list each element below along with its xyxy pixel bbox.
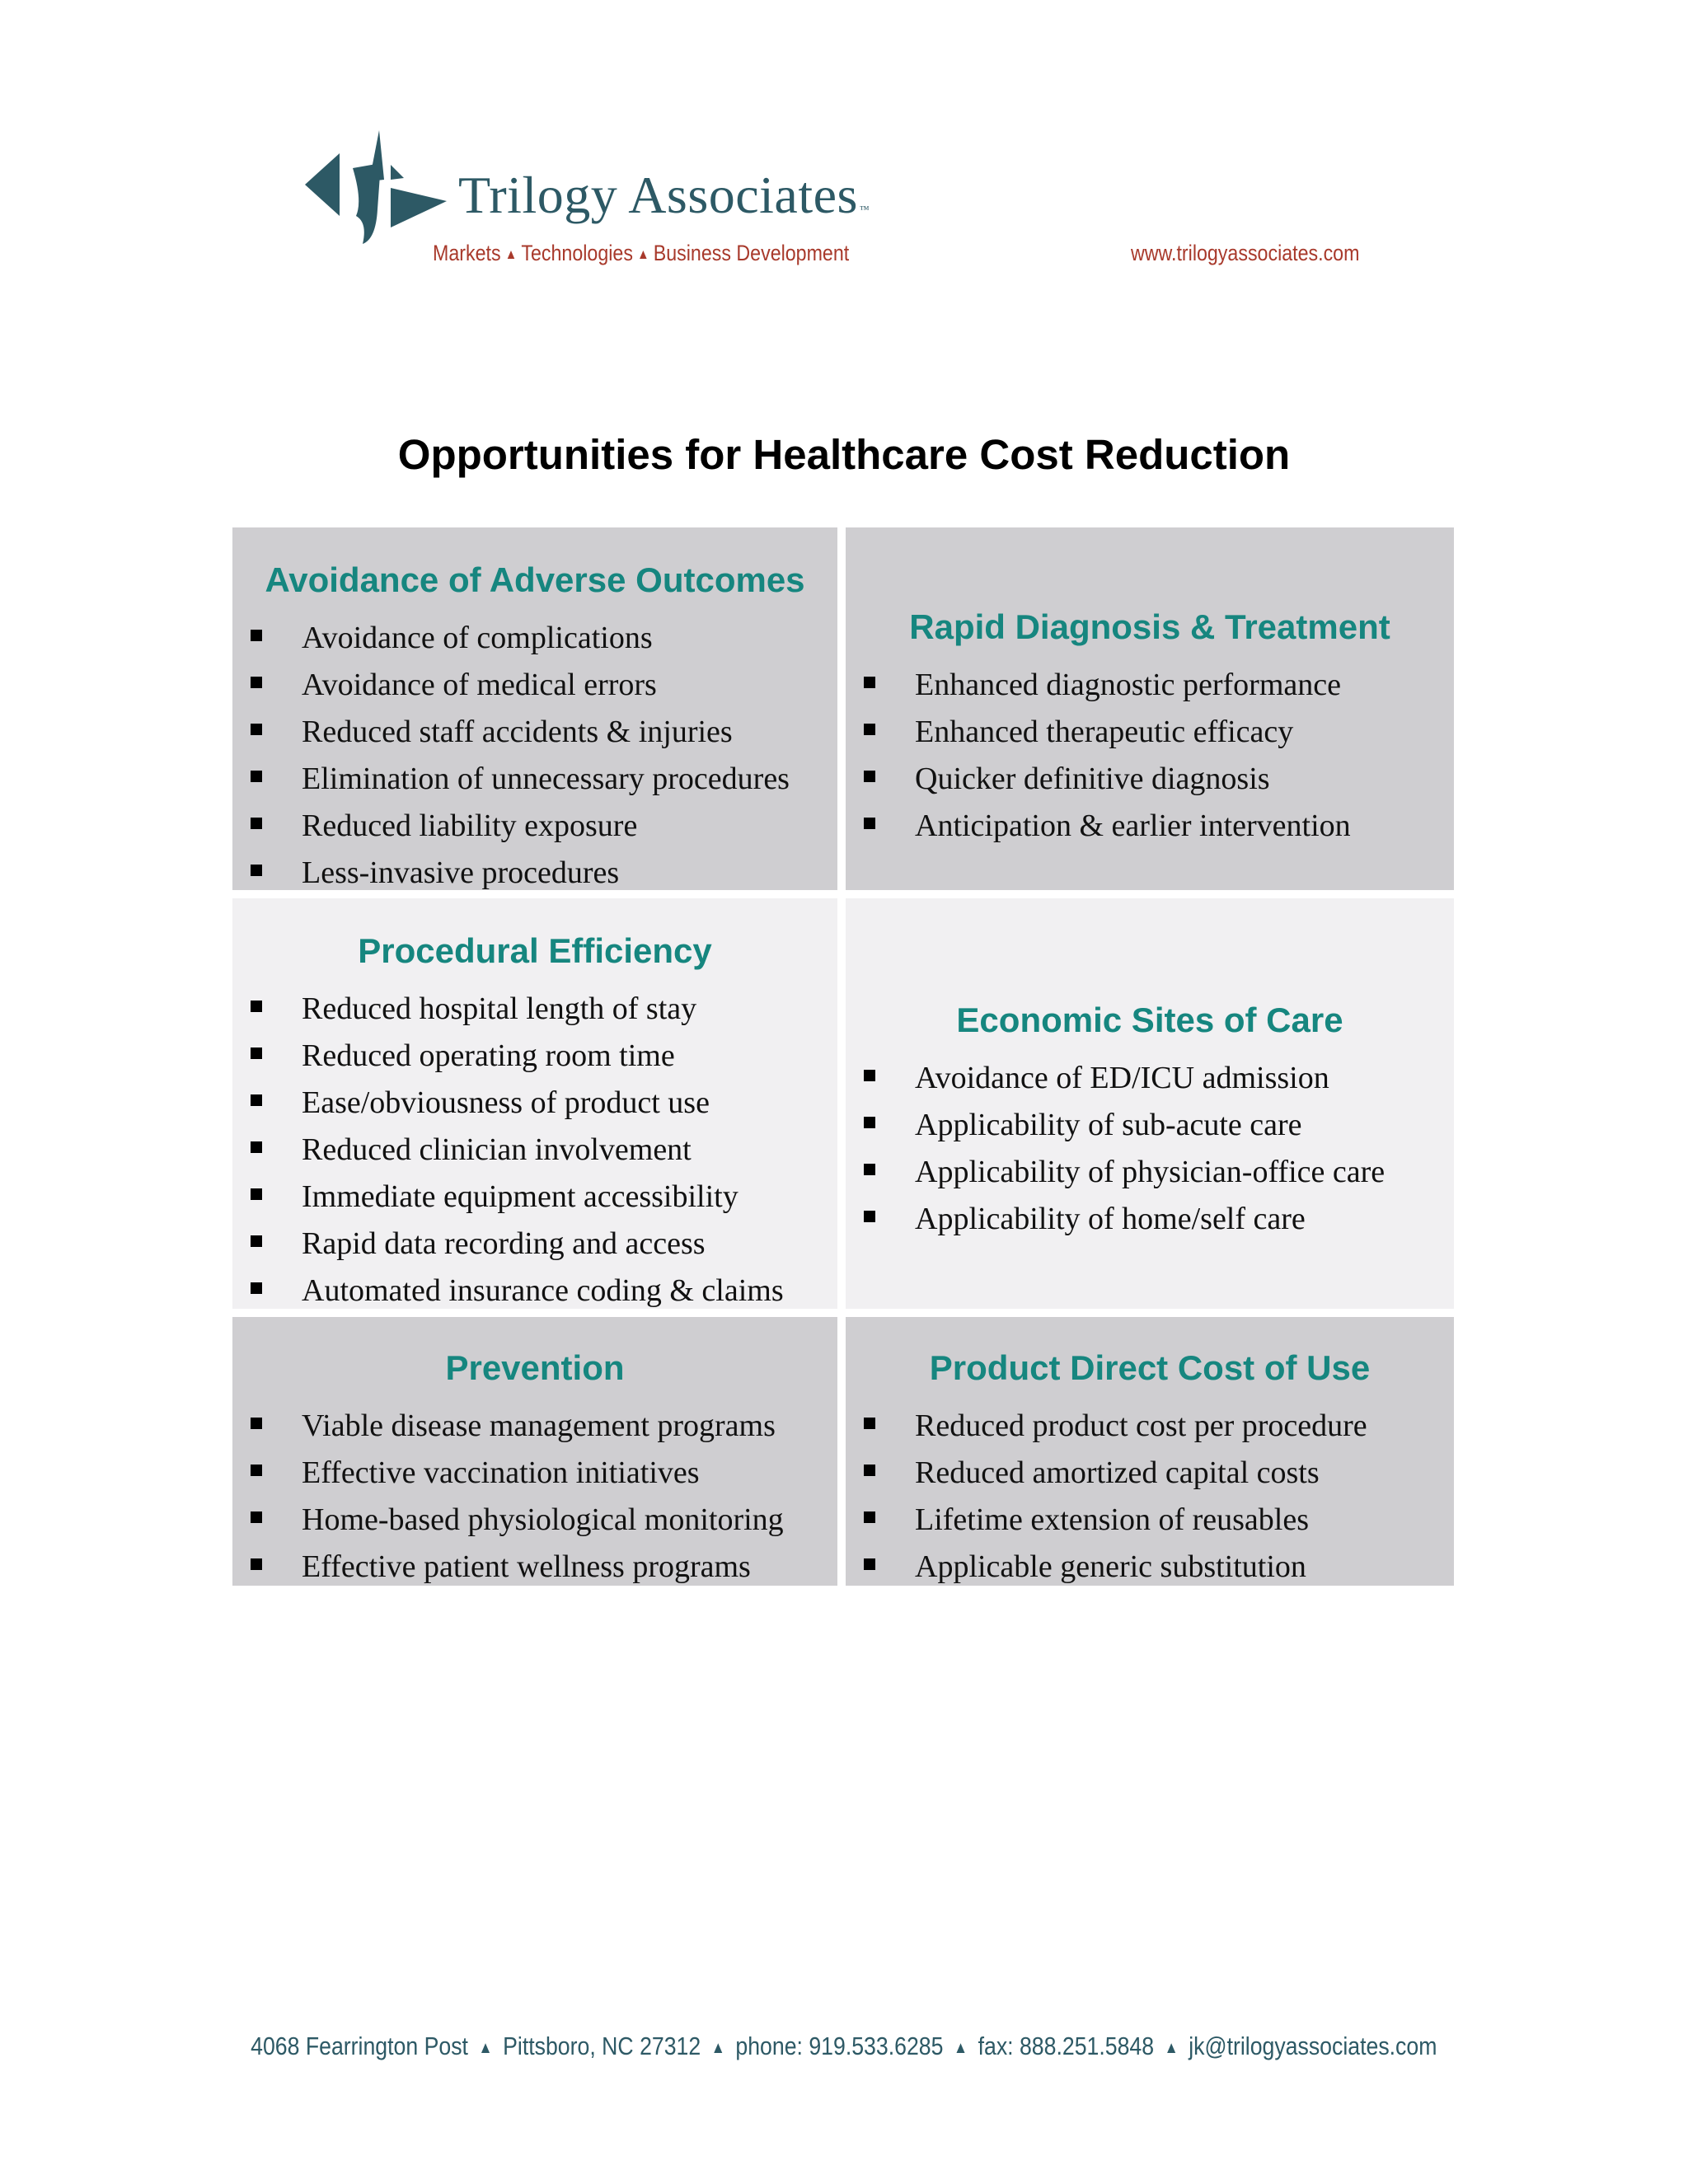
- brand-name: Trilogy Associates ™: [458, 166, 870, 224]
- quadrant-list: [864, 662, 1454, 850]
- footer-email-link[interactable]: jk@trilogyassociates.com: [1189, 2032, 1437, 2060]
- square-bullet-icon: [251, 1558, 262, 1570]
- square-bullet-icon: [864, 1558, 875, 1570]
- quadrant-title: Rapid Diagnosis & Treatment: [909, 607, 1390, 646]
- quadrant-title: Avoidance of Adverse Outcomes: [265, 560, 805, 599]
- quadrant-procedural-efficiency: [232, 898, 837, 1309]
- list-item: Effective vaccination initiatives: [251, 1450, 837, 1497]
- square-bullet-icon: [251, 630, 262, 641]
- list-item: Home-based physiological monitoring: [251, 1497, 837, 1544]
- square-bullet-icon: [251, 1094, 262, 1106]
- quadrant-avoidance-adverse-outcomes: [232, 527, 837, 890]
- quadrant-list: [864, 1403, 1454, 1591]
- square-bullet-icon: [251, 1511, 262, 1523]
- list-item: Anticipation & earlier intervention: [864, 803, 1454, 850]
- triangle-separator-icon: ▲: [504, 246, 518, 262]
- footer-fax: fax: 888.251.5848: [978, 2032, 1155, 2060]
- list-item: Immediate equipment accessibility: [251, 1174, 837, 1221]
- square-bullet-icon: [251, 677, 262, 688]
- list-item: Lifetime extension of reusables: [864, 1497, 1454, 1544]
- quadrant-prevention: [232, 1317, 837, 1586]
- list-item: Less-invasive procedures: [251, 850, 837, 897]
- square-bullet-icon: [251, 1418, 262, 1429]
- list-item: Quicker definitive diagnosis: [864, 756, 1454, 803]
- square-bullet-icon: [864, 1465, 875, 1476]
- page-title: Opportunities for Healthcare Cost Reduction: [397, 431, 1291, 478]
- footer-contact: [0, 2032, 1688, 2061]
- list-item: Enhanced therapeutic efficacy: [864, 709, 1454, 756]
- list-item: Applicability of home/self care: [864, 1196, 1454, 1243]
- list-item: Reduced hospital length of stay: [251, 986, 837, 1033]
- square-bullet-icon: [251, 1141, 262, 1153]
- square-bullet-icon: [251, 1465, 262, 1476]
- square-bullet-icon: [864, 771, 875, 782]
- square-bullet-icon: [864, 818, 875, 829]
- website-link[interactable]: www.trilogyassociates.com: [1131, 241, 1360, 265]
- square-bullet-icon: [864, 1117, 875, 1128]
- list-item: Applicable generic substitution: [864, 1544, 1454, 1591]
- trilogy-logo-icon: [305, 130, 447, 246]
- quadrant-title: Economic Sites of Care: [956, 1001, 1343, 1039]
- footer-city: Pittsboro, NC 27312: [503, 2032, 701, 2060]
- square-bullet-icon: [251, 1001, 262, 1012]
- list-item: Reduced operating room time: [251, 1033, 837, 1080]
- list-item: Ease/obviousness of product use: [251, 1080, 837, 1127]
- square-bullet-icon: [864, 1418, 875, 1429]
- square-bullet-icon: [251, 865, 262, 876]
- list-item: Avoidance of ED/ICU admission: [864, 1055, 1454, 1102]
- square-bullet-icon: [251, 1188, 262, 1200]
- quadrant-rapid-diagnosis-treatment: [846, 527, 1454, 890]
- list-item: Reduced staff accidents & injuries: [251, 709, 837, 756]
- square-bullet-icon: [251, 1282, 262, 1294]
- quadrant-list: [251, 986, 837, 1315]
- cost-reduction-grid: [232, 527, 1454, 1586]
- quadrant-list: [251, 615, 837, 897]
- triangle-separator-icon: ▲: [478, 2039, 493, 2057]
- quadrant-economic-sites-of-care: [846, 898, 1454, 1309]
- list-item: Reduced liability exposure: [251, 803, 837, 850]
- list-item: Avoidance of medical errors: [251, 662, 837, 709]
- square-bullet-icon: [251, 771, 262, 782]
- quadrant-title: Product Direct Cost of Use: [929, 1348, 1371, 1387]
- square-bullet-icon: [864, 1511, 875, 1523]
- quadrant-product-direct-cost: [846, 1317, 1454, 1586]
- list-item: Rapid data recording and access: [251, 1221, 837, 1268]
- square-bullet-icon: [864, 724, 875, 735]
- square-bullet-icon: [864, 677, 875, 688]
- list-item: Applicability of physician-office care: [864, 1149, 1454, 1196]
- list-item: Viable disease management programs: [251, 1403, 837, 1450]
- list-item: Elimination of unnecessary procedures: [251, 756, 837, 803]
- triangle-separator-icon: ▲: [637, 246, 649, 262]
- square-bullet-icon: [864, 1070, 875, 1081]
- list-item: Reduced clinician involvement: [251, 1127, 837, 1174]
- square-bullet-icon: [251, 1235, 262, 1247]
- quadrant-list: [864, 1055, 1454, 1243]
- list-item: Automated insurance coding & claims: [251, 1268, 837, 1315]
- list-item: Effective patient wellness programs: [251, 1544, 837, 1591]
- quadrant-title: Procedural Efficiency: [358, 931, 712, 970]
- quadrant-title: Prevention: [445, 1348, 625, 1387]
- square-bullet-icon: [864, 1211, 875, 1222]
- list-item: Applicability of sub-acute care: [864, 1102, 1454, 1149]
- footer-phone[interactable]: phone: 919.533.6285: [735, 2032, 944, 2060]
- list-item: Reduced amortized capital costs: [864, 1450, 1454, 1497]
- square-bullet-icon: [251, 1047, 262, 1059]
- triangle-separator-icon: ▲: [954, 2039, 968, 2057]
- brand-tagline: Markets ▲ Technologies ▲ Business Development: [433, 241, 850, 265]
- list-item: Avoidance of complications: [251, 615, 837, 662]
- square-bullet-icon: [864, 1164, 875, 1175]
- list-item: Reduced product cost per procedure: [864, 1403, 1454, 1450]
- square-bullet-icon: [251, 724, 262, 735]
- triangle-separator-icon: ▲: [710, 2039, 726, 2057]
- list-item: Enhanced diagnostic performance: [864, 662, 1454, 709]
- triangle-separator-icon: ▲: [1164, 2039, 1179, 2057]
- square-bullet-icon: [251, 818, 262, 829]
- quadrant-list: [251, 1403, 837, 1591]
- footer-address: 4068 Fearrington Post: [251, 2032, 469, 2060]
